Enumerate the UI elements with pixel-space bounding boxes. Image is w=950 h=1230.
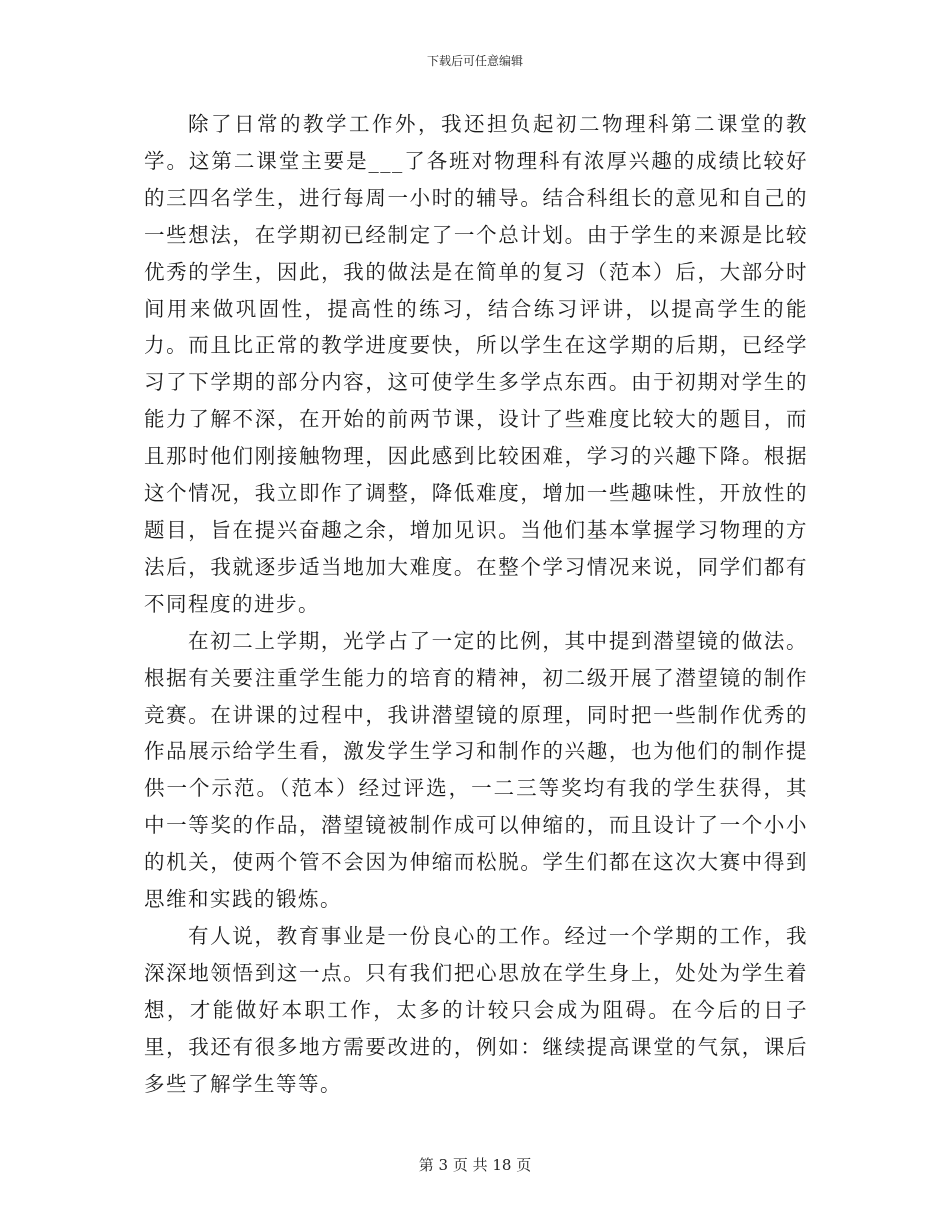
page-header: 下载后可任意编辑 [426,54,523,68]
document-body [144,106,808,1102]
paragraph-periscope-competition: 在初二上学期，光学占了一定的比例，其中提到潜望镜的做法。根据有关要注重学生能力的培育的精神，初二级开展了潜望镜的制作竞赛。在讲课的过程中，我讲潜望镜的原理，同时把一些制作优秀的作品展示给学生看，激发学生学习和制作的兴趣，也为他们的制作提供一个示范。（范本）经过评选，一二三等奖均有我的学生获得，其中一等奖的作品，潜望镜被制作成可以伸缩的，而且设计了一个小小的机关，使两个管不会因为伸缩而松脱。学生们都在这次大赛中得到思维和实践的锻炼。 [144,628,808,912]
paragraph-second-classroom: 除了日常的教学工作外，我还担负起初二物理科第二课堂的教学。这第二课堂主要是___了各班对物理科有浓厚兴趣的成绩比较好的三四名学生，进行每周一小时的辅导。结合科组长的意见和自己的一些想法，在学期初已经制定了一个总计划。由于学生的来源是比较优秀的学生，因此，我的做法是在简单的复习（范本）后，大部分时间用来做巩固性，提高性的练习，结合练习评讲，以提高学生的能力。而且比正常的教学进度要快，所以学生在这学期的后期，已经学习了下学期的部分内容，这可使学生多学点东西。由于初期对学生的能力了解不深，在开始的前两节课，设计了些难度比较大的题目，而且那时他们刚接触物理，因此感到比较困难，学习的兴趣下降。根据这个情况，我立即作了调整，降低难度，增加一些趣味性，开放性的题目，旨在提兴奋趣之余，增加见识。当他们基本掌握学习物理的方法后，我就逐步适当地加大难度。在整个学习情况来说，同学们都有不同程度的进步。 [144,112,808,616]
paragraph-conclusion: 有人说，教育事业是一份良心的工作。经过一个学期的工作，我深深地领悟到这一点。只有我们把心思放在学生身上，处处为学生着想，才能做好本职工作，太多的计较只会成为阻碍。在今后的日子里，我还有很多地方需要改进的，例如：继续提高课堂的气氛，课后多些了解学生等等。 [144,923,808,1096]
page-number-footer: 第 3 页 共 18 页 [418,1156,532,1174]
